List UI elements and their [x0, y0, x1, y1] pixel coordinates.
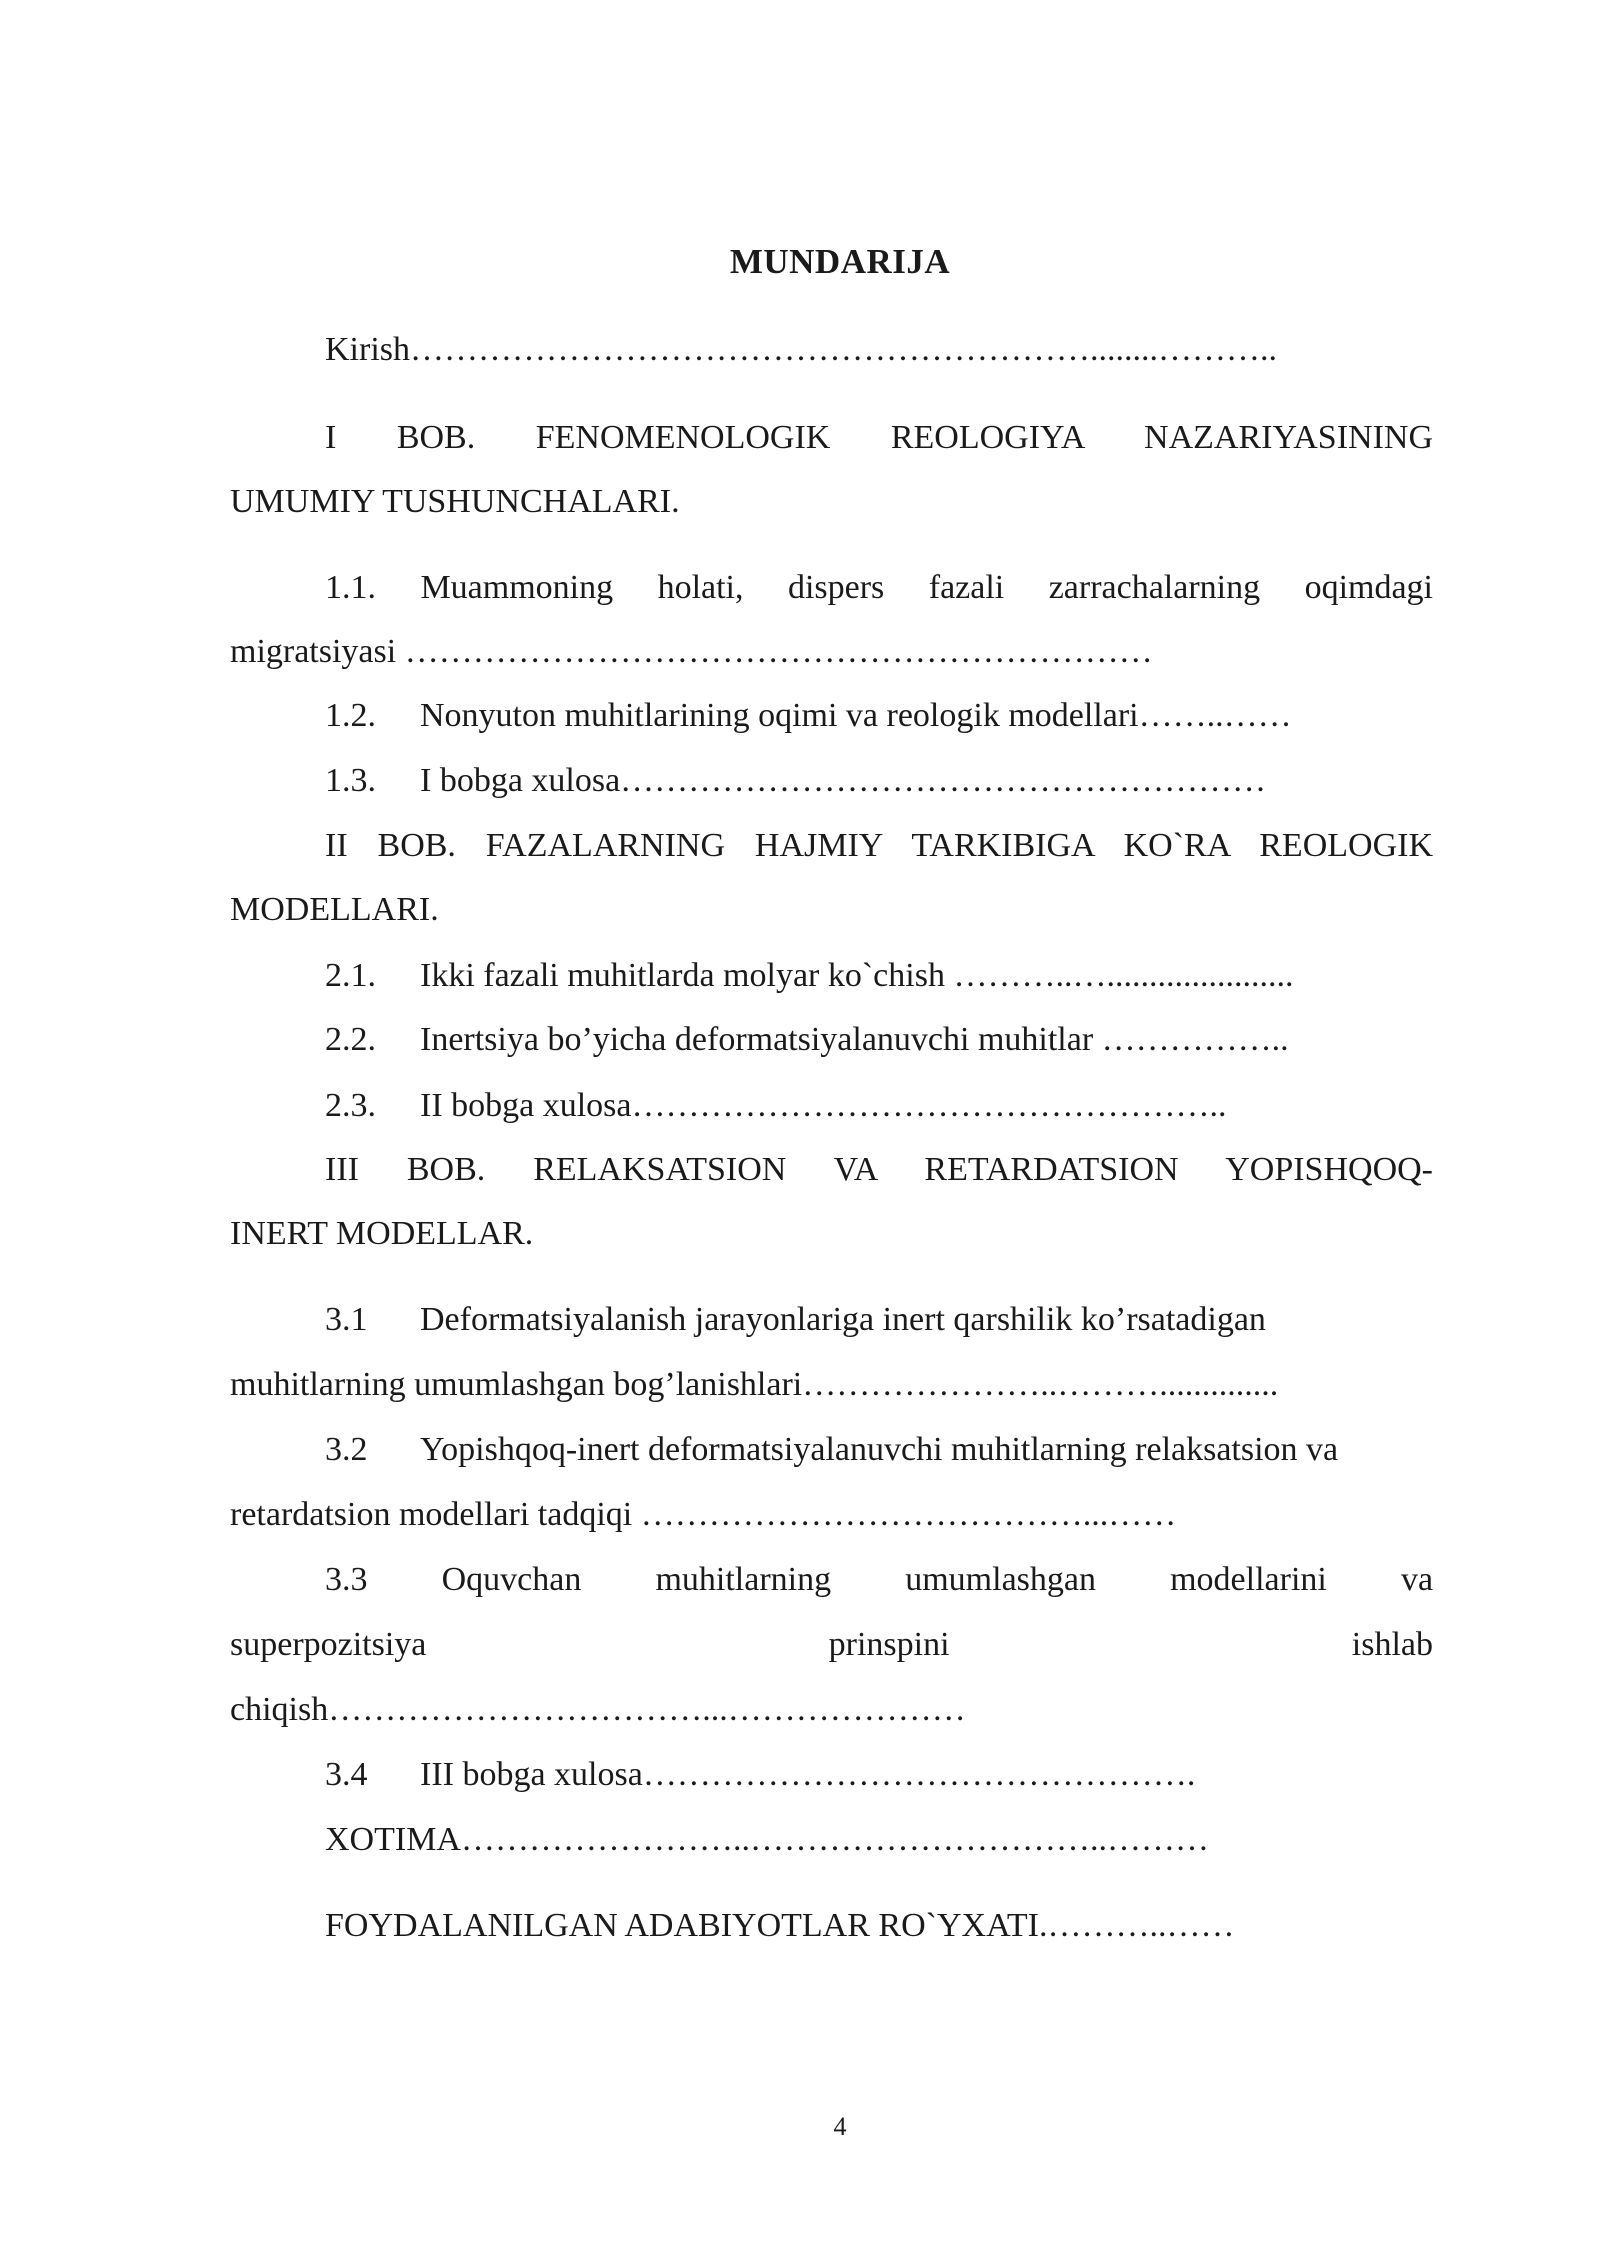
toc-entry-1-3: 1.3. I bobga xulosa………………………………………………… [325, 762, 1267, 799]
toc-chapter-2-line2: MODELLARI. [230, 891, 439, 928]
toc-entry-kirish: Kirish……………………………………………………........……….. [325, 331, 1277, 368]
toc-chapter-2-line1: II BOB. FAZALARNING HAJMIY TARKIBIGA KO`RA REOLOGIK [325, 827, 1434, 864]
toc-entry-3-1-line2: muhitlarning umumlashgan bog’lanishlari…………………..……….............. [230, 1366, 1279, 1403]
toc-chapter-3-line2: INERT MODELLAR. [230, 1215, 534, 1252]
page-title: MUNDARIJA [729, 242, 951, 281]
toc-chapter-1-line2: UMUMIY TUSHUNCHALARI. [230, 483, 680, 520]
toc-entry-xotima: XOTIMA……………………..…………………………..……… [325, 1821, 1209, 1858]
toc-entry-3-3-line2: superpozitsiya prinspini ishlab [230, 1626, 1433, 1663]
toc-entry-3-2-line1: 3.2 Yopishqoq-inert deformatsiyalanuvchi muhitlarning relaksatsion va [325, 1431, 1339, 1468]
toc-entry-2-3: 2.3. II bobga xulosa…………………………………………….. [325, 1087, 1227, 1124]
toc-entry-2-1: 2.1. Ikki fazali muhitlarda molyar ko`chish ………..…...................... [325, 957, 1294, 994]
toc-entry-3-1-line1: 3.1 Deformatsiyalanish jarayonlariga inert qarshilik ko’rsatadigan [325, 1301, 1266, 1338]
toc-entry-3-2-line2: retardatsion modellari tadqiqi …………………………………...…… [230, 1496, 1177, 1533]
toc-entry-adabiyotlar: FOYDALANILGAN ADABIYOTLAR RO`YXATI.………..…… [325, 1907, 1235, 1944]
toc-entry-1-1-line1: 1.1. Muammoning holati, dispers fazali zarrachalarning oqimdagi [325, 569, 1433, 606]
toc-chapter-3-line1: III BOB. RELAKSATSION VA RETARDATSION YOPISHQOQ- [325, 1151, 1434, 1188]
toc-entry-1-2: 1.2. Nonyuton muhitlarining oqimi va reologik modellari……..…… [325, 697, 1292, 734]
toc-chapter-1-line1: I BOB. FENOMENOLOGIK REOLOGIYA NAZARIYASINING [325, 419, 1433, 456]
toc-entry-3-3-line1: 3.3 Oquvchan muhitlarning umumlashgan modellarini va [325, 1561, 1434, 1598]
toc-entry-3-4: 3.4 III bobga xulosa…………………………………………. [325, 1756, 1196, 1793]
toc-entry-3-3-line3: chiqish……………………………...………………… [230, 1691, 966, 1728]
toc-entry-2-2: 2.2. Inertsiya bo’yicha deformatsiyalanuvchi muhitlar …………….. [325, 1021, 1289, 1058]
page-number: 4 [833, 2112, 847, 2141]
toc-entry-1-1-line2: migratsiyasi ………………………………………………………… [230, 633, 1153, 670]
